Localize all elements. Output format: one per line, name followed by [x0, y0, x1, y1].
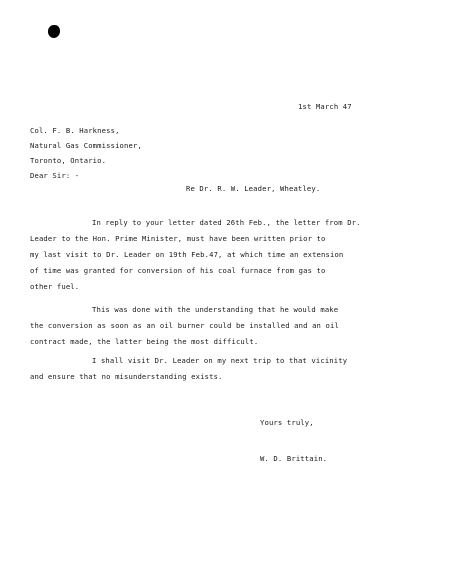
recipient-line-3: Toronto, Ontario. [30, 156, 107, 165]
body-p1-line-4: of time was granted for conversion of his coal furnace from gas to [30, 266, 326, 275]
recipient-line-1: Col. F. B. Harkness, [30, 126, 120, 135]
body-p3-line-2: and ensure that no misunderstanding exists. [30, 372, 223, 381]
body-p1-line-5: other fuel. [30, 282, 80, 291]
body-p3-line-1: I shall visit Dr. Leader on my next trip to that vicinity [92, 356, 348, 365]
body-p2-line-1: This was done with the understanding that he would make [92, 305, 339, 314]
body-p2-line-3: contract made, the latter being the most difficult. [30, 337, 259, 346]
ink-blot [48, 25, 60, 38]
recipient-line-2: Natural Gas Commissioner, [30, 141, 142, 150]
letter-date: 1st March 47 [298, 102, 352, 111]
body-p1-line-3: my last visit to Dr. Leader on 19th Feb.47, at which time an extension [30, 250, 344, 259]
body-p1-line-2: Leader to the Hon. Prime Minister, must have been written prior to [30, 234, 326, 243]
body-p1-line-1: In reply to your letter dated 26th Feb., the letter from Dr. [92, 218, 361, 227]
salutation: Dear Sir: - [30, 171, 80, 180]
signature: W. D. Brittain. [260, 454, 328, 463]
closing: Yours truly, [260, 418, 314, 427]
body-p2-line-2: the conversion as soon as an oil burner could be installed and an oil [30, 321, 339, 330]
subject-line: Re Dr. R. W. Leader, Wheatley. [186, 184, 321, 193]
